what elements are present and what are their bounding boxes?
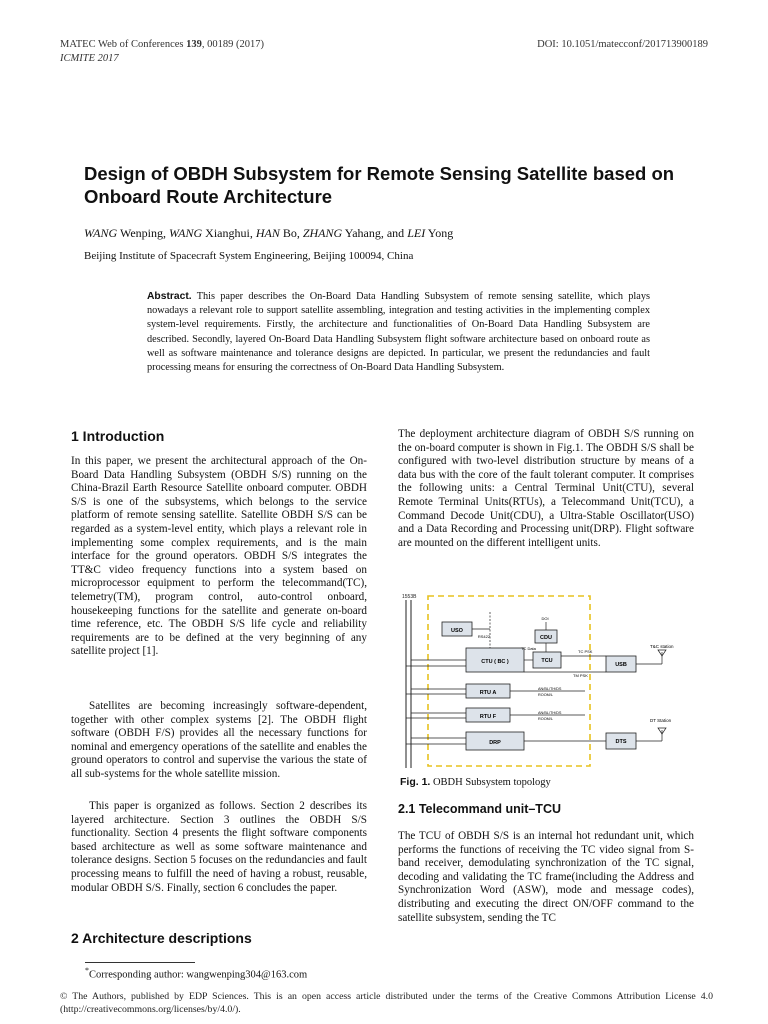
deployment-paragraph: The deployment architecture diagram of OBDH S/S running on the on-board computer is shown in Fig.1. The OBDH S/S shall be configured with two-level distribution structure by means of a data bus with the core of the fault tolerant computer. It comprises the following units: a Central Terminal Unit(CTU), several Remote Terminal Units(RTUs), a Telecommand Unit(TCU), a Command Decode Unit(CDU), a Ultra-Stable Oscillator(USO) and a Data Recording and Processing unit(DRP). Flight software are mounted on the different intelligent units. — [398, 428, 694, 549]
rtu-a-note-2: ROOM/L — [538, 693, 553, 697]
section-heading-tcu: 2.1 Telecommand unit–TCU — [398, 802, 561, 816]
abstract — [147, 290, 650, 375]
author-list — [84, 226, 453, 241]
volume-number: 139 — [186, 39, 202, 50]
rtu-f-label: RTU F — [479, 714, 497, 720]
rs422-label: RS422 — [477, 634, 491, 639]
tcu-label: TCU — [541, 658, 553, 664]
section-heading-introduction: 1 Introduction — [71, 428, 165, 444]
abstract-label: Abstract. — [147, 291, 192, 302]
doi-link[interactable]: DOI: 10.1051/matecconf/201713900189 — [537, 39, 708, 50]
section-heading-architecture: 2 Architecture descriptions — [71, 930, 252, 946]
rtu-f-note-1: AN/BL/TH/DS — [538, 711, 562, 715]
dts-label: DTS — [615, 739, 627, 745]
ttc-station-label: T&C station — [650, 644, 674, 649]
tc-psk-label: TC PSK — [578, 649, 593, 654]
usb-label: USB — [615, 662, 627, 668]
author: ZHANG Yahang, and — [302, 226, 405, 240]
paper-title: Design of OBDH Subsystem for Remote Sensing Satellite based on Onboard Route Architecture — [84, 163, 675, 207]
author: LEI Yong — [407, 226, 454, 240]
license-notice: © The Authors, published by EDP Sciences. This is an open access article distributed under the terms of the Creative Commons Attribution License 4.0 (http://creativecommons.org/licenses/by/4.0/). — [60, 991, 713, 1015]
author: WANG Xianghui, — [168, 226, 253, 240]
corresponding-author-footnote: *Corresponding author: wangwenping304@163.com — [85, 966, 308, 981]
conference-name: ICMITE 2017 — [60, 53, 119, 64]
footnote-rule — [85, 962, 195, 963]
running-header-left — [60, 38, 264, 66]
author: HAN Bo, — [255, 226, 300, 240]
intro-paragraph-2: Satellites are becoming increasingly software-dependent, together with other complex systems [2]. The OBDH flight software (OBDH F/S) provides all the necessary functions for nominal and emergency operations of the satellite and enables the ground operators to control and supervise the various the state of all sub-systems for the whole satellite mission. — [71, 700, 367, 780]
dt-station-label: DT Station — [650, 718, 672, 723]
cdu-label: CDU — [540, 635, 552, 641]
obdh-topology-figure — [400, 590, 696, 770]
journal-citation: MATEC Web of Conferences 139, 00189 (2017) — [60, 39, 264, 50]
rtu-a-note-1: AN/BL/TH/DS — [538, 687, 562, 691]
drp-label: DRP — [489, 740, 501, 746]
author: WANG Wenping, — [84, 226, 166, 240]
intro-paragraph-3: This paper is organized as follows. Section 2 describes its layered architecture. Section 3 outlines the OBDH S/S functionality. Section 4 presents the flight software components based architecture as well as some software maintenance and tolerance designs. Section 5 focuses on the redundancies and fault processing means to fulfill the need of having a robust, reusable, modular OBDH S/S. Finally, section 6 concludes the paper. — [71, 800, 367, 894]
abstract-text: This paper describes the On-Board Data Handling Subsystem of remote sensing satellite, which plays nowadays a relevant role to support satellite assembling, integration and testing activities in the implementing complex system-level requirements. Firstly, the architecture and functionalities of On-Board Data Handling Subsystem are described. Secondly, layered On-Board Data Handling Subsystem flight software architecture based on onboard route as well as software maintenance and tolerance designs are depicted. In particular, we present the redundancies and fault processing means for ensuring the correctness of On-Board Data Handling Subsystem. — [147, 291, 650, 374]
tc-data-label: TC Data — [521, 646, 536, 651]
tcu-paragraph: The TCU of OBDH S/S is an internal hot redundant unit, which performs the functions of receiving the TC video signal from S-band receiver, demodulating synchronization of the TC signal, decoding and validating the TC frame(including the Address and Synchronization Word (ASW), mode and message codes), distributing and executing the direct ON/OFF command to the satellite subsystem, sending the TC — [398, 830, 694, 924]
affiliation: Beijing Institute of Spacecraft System Engineering, Beijing 100094, China — [84, 250, 414, 262]
bus-label: 1553B — [402, 594, 417, 600]
doi-label: DOI — [541, 616, 549, 621]
rtu-a-label: RTU A — [479, 690, 497, 696]
rtu-f-note-2: ROOM/L — [538, 717, 553, 721]
ctu-label: CTU ( BC ) — [481, 659, 509, 665]
intro-paragraph-1: In this paper, we present the architectural approach of the On-Board Data Handling Subsystem (OBDH S/S) running on the China-Brazil Earth Resource Satellite onboard computer. OBDH S/S is one of the subsystems, which belongs to the service platform of remote sensing satellite. Satellite OBDH S/S can be regarded as a system-level entity, which plays a relevant role in implementing some complex requirements, and is the main interface for the ground operators. OBDH S/S integrates the TT&C video frequency functions into a system based on microprocessor equipment to perform the telecommand(TC), telemetry(TM), program control, auto-control onboard, housekeeping functions for the satellite and generate on-board time reference, etc. The OBDH S/S life cycle and reliability requirements are to be defined at the very beginning of any satellite project [1]. — [71, 455, 367, 658]
tm-psk-label: TM PSK — [573, 673, 588, 678]
uso-label: USO — [451, 628, 463, 634]
figure-caption: Fig. 1. OBDH Subsystem topology — [400, 776, 551, 788]
